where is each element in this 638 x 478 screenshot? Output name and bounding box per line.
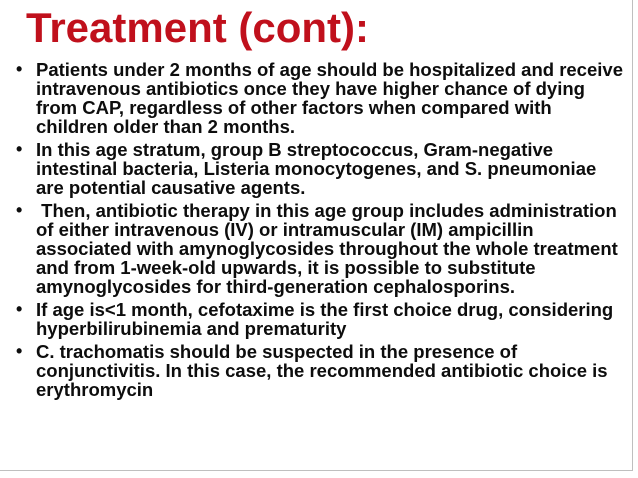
bullet-text: C. trachomatis should be suspected in the presence of conjunctivitis. In this case, the recommended antibiotic choice is erythromycin [36, 341, 608, 400]
bullet-icon: • [16, 200, 23, 220]
bullet-item [14, 60, 624, 136]
bullet-icon: • [16, 139, 23, 159]
bullet-icon: • [16, 341, 23, 361]
bullet-item [14, 342, 624, 399]
bullet-item [14, 300, 624, 338]
bullet-text: In this age stratum, group B streptococcus, Gram-negative intestinal bacteria, Listeria monocytogenes, and S. pneumoniae are potential causative agents. [36, 139, 597, 198]
bullet-icon: • [16, 59, 23, 79]
bullet-text: Patients under 2 months of age should be hospitalized and receive intravenous antibiotics once they have higher chance of dying from CAP, regardless of other factors when compared with children older than 2 months. [36, 59, 623, 137]
bullet-list [14, 60, 624, 403]
slide-title: Treatment (cont): [26, 4, 370, 51]
bullet-text: Then, antibiotic therapy in this age group includes administration of either intravenous (IV) or intramuscular (IM) ampicillin associated with amynoglycosides throughout the whole treatment and from 1-week-old upwards, it is possible to substitute amynoglycosides for third-generation cephalosporins. [36, 200, 623, 297]
bullet-item [14, 201, 624, 296]
bullet-icon: • [16, 299, 23, 319]
bullet-item [14, 140, 624, 197]
bullet-text: If age is<1 month, cefotaxime is the first choice drug, considering hyperbilirubinemia and prematurity [36, 299, 614, 339]
